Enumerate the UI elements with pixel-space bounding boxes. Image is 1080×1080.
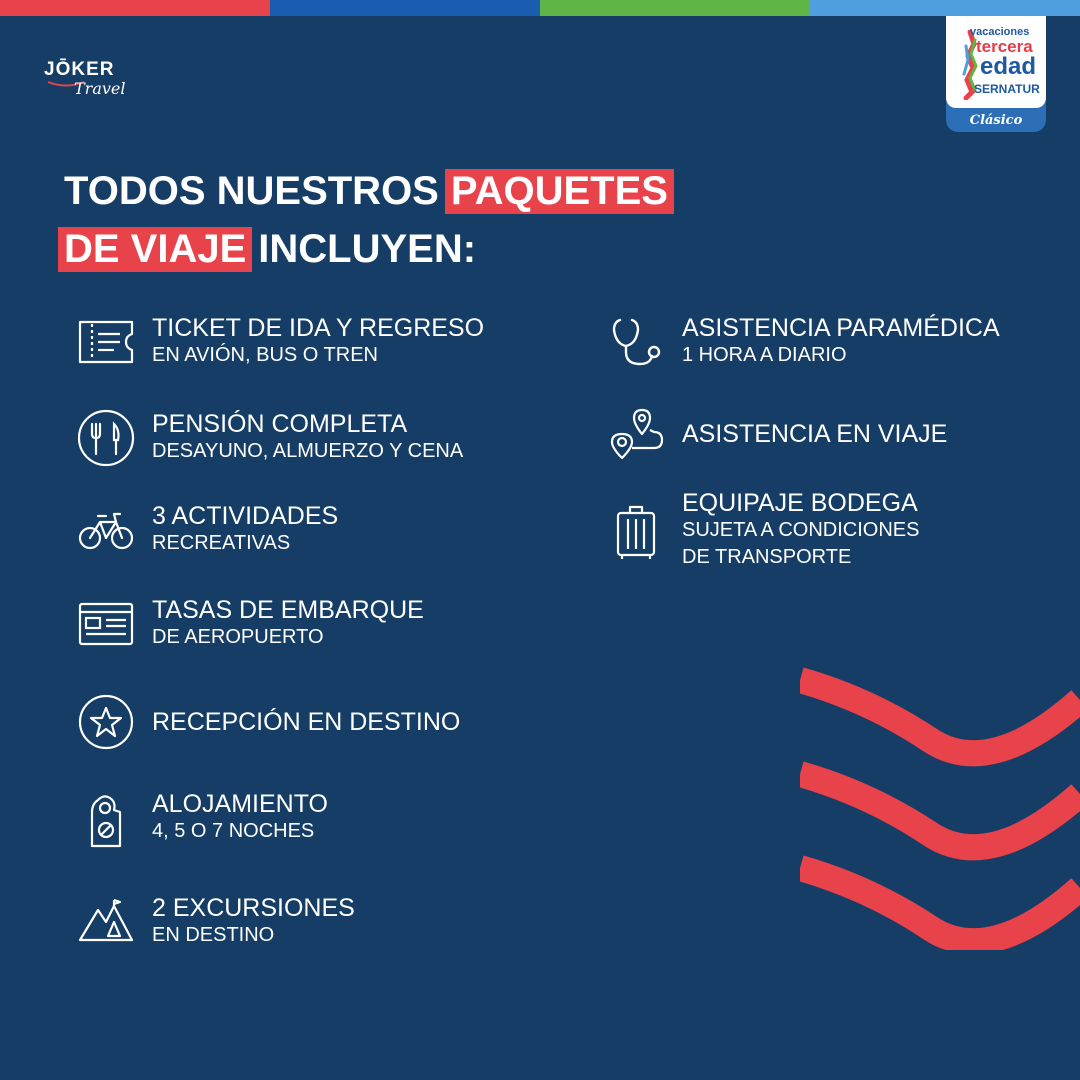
feature-title: ASISTENCIA PARAMÉDICA xyxy=(682,314,1000,342)
feature-title: ALOJAMIENTO xyxy=(152,790,328,818)
feature-sub: EN DESTINO xyxy=(152,924,275,946)
feature-title: EQUIPAJE BODEGA xyxy=(682,489,918,517)
title-line2-highlight: DE VIAJE xyxy=(58,227,252,272)
feature-luggage xyxy=(606,490,919,571)
badge-line4: SERNATUR xyxy=(974,82,1040,96)
feature-sub: 4, 5 O 7 NOCHES xyxy=(152,820,315,842)
feature-title: ASISTENCIA EN VIAJE xyxy=(682,419,948,448)
feature-ticket xyxy=(76,312,484,372)
title-line1-highlight: PAQUETES xyxy=(445,169,674,214)
badge-strip-text: Clásico xyxy=(969,113,1023,128)
sernatur-badge xyxy=(946,16,1046,132)
feature-activities xyxy=(76,500,338,560)
feature-title: TASAS DE EMBARQUE xyxy=(152,596,424,624)
top-bar-green xyxy=(540,0,810,16)
feature-travel-assistance xyxy=(606,404,947,464)
feature-boarding-fees xyxy=(76,594,424,654)
feature-lodging xyxy=(76,788,328,848)
top-bar-light-blue xyxy=(810,0,1080,16)
top-bar-red xyxy=(0,0,270,16)
feature-title: PENSIÓN COMPLETA xyxy=(152,410,408,438)
feature-sub: SUJETA A CONDICIONES xyxy=(682,519,920,541)
star-icon xyxy=(76,692,136,752)
feature-paramedic xyxy=(606,312,1000,372)
feature-reception xyxy=(76,692,460,752)
feature-title: 2 EXCURSIONES xyxy=(152,894,355,922)
location-route-icon xyxy=(606,404,666,464)
ticket-icon xyxy=(76,312,136,372)
logo-joker-text: JŌKER xyxy=(44,59,115,80)
boarding-pass-icon xyxy=(76,594,136,654)
mountain-icon xyxy=(76,892,136,952)
title-line-2 xyxy=(58,220,674,278)
door-hanger-icon xyxy=(76,788,136,848)
feature-sub: DESAYUNO, ALMUERZO Y CENA xyxy=(152,440,464,462)
feature-title: RECEPCIÓN EN DESTINO xyxy=(152,707,461,736)
feature-title: TICKET DE IDA Y REGRESO xyxy=(152,314,485,342)
stethoscope-icon xyxy=(606,312,666,372)
badge-line2: tercera xyxy=(976,37,1033,56)
feature-sub: DE AEROPUERTO xyxy=(152,626,324,648)
top-color-bar xyxy=(0,0,1080,16)
logo-travel-text: Travel xyxy=(74,79,126,98)
joker-travel-logo xyxy=(44,60,144,106)
badge-line3: edad xyxy=(980,53,1037,80)
feature-sub: EN AVIÓN, BUS O TREN xyxy=(152,344,378,366)
feature-sub-2: DE TRANSPORTE xyxy=(682,546,852,568)
bicycle-icon xyxy=(76,500,136,560)
suitcase-icon xyxy=(606,501,666,561)
page-title xyxy=(58,162,674,278)
feature-excursions xyxy=(76,892,355,952)
title-line-1 xyxy=(58,162,674,220)
badge-line1: vacaciones xyxy=(970,26,1030,38)
feature-sub: 1 HORA A DIARIO xyxy=(682,344,847,366)
feature-title: 3 ACTIVIDADES xyxy=(152,502,339,530)
top-bar-blue xyxy=(270,0,540,16)
decorative-waves xyxy=(800,640,1080,950)
cutlery-icon xyxy=(76,408,136,468)
feature-board xyxy=(76,408,463,468)
title-line2-plain: INCLUYEN: xyxy=(258,226,477,271)
title-line1-plain: TODOS NUESTROS xyxy=(64,168,439,213)
feature-sub: RECREATIVAS xyxy=(152,532,291,554)
